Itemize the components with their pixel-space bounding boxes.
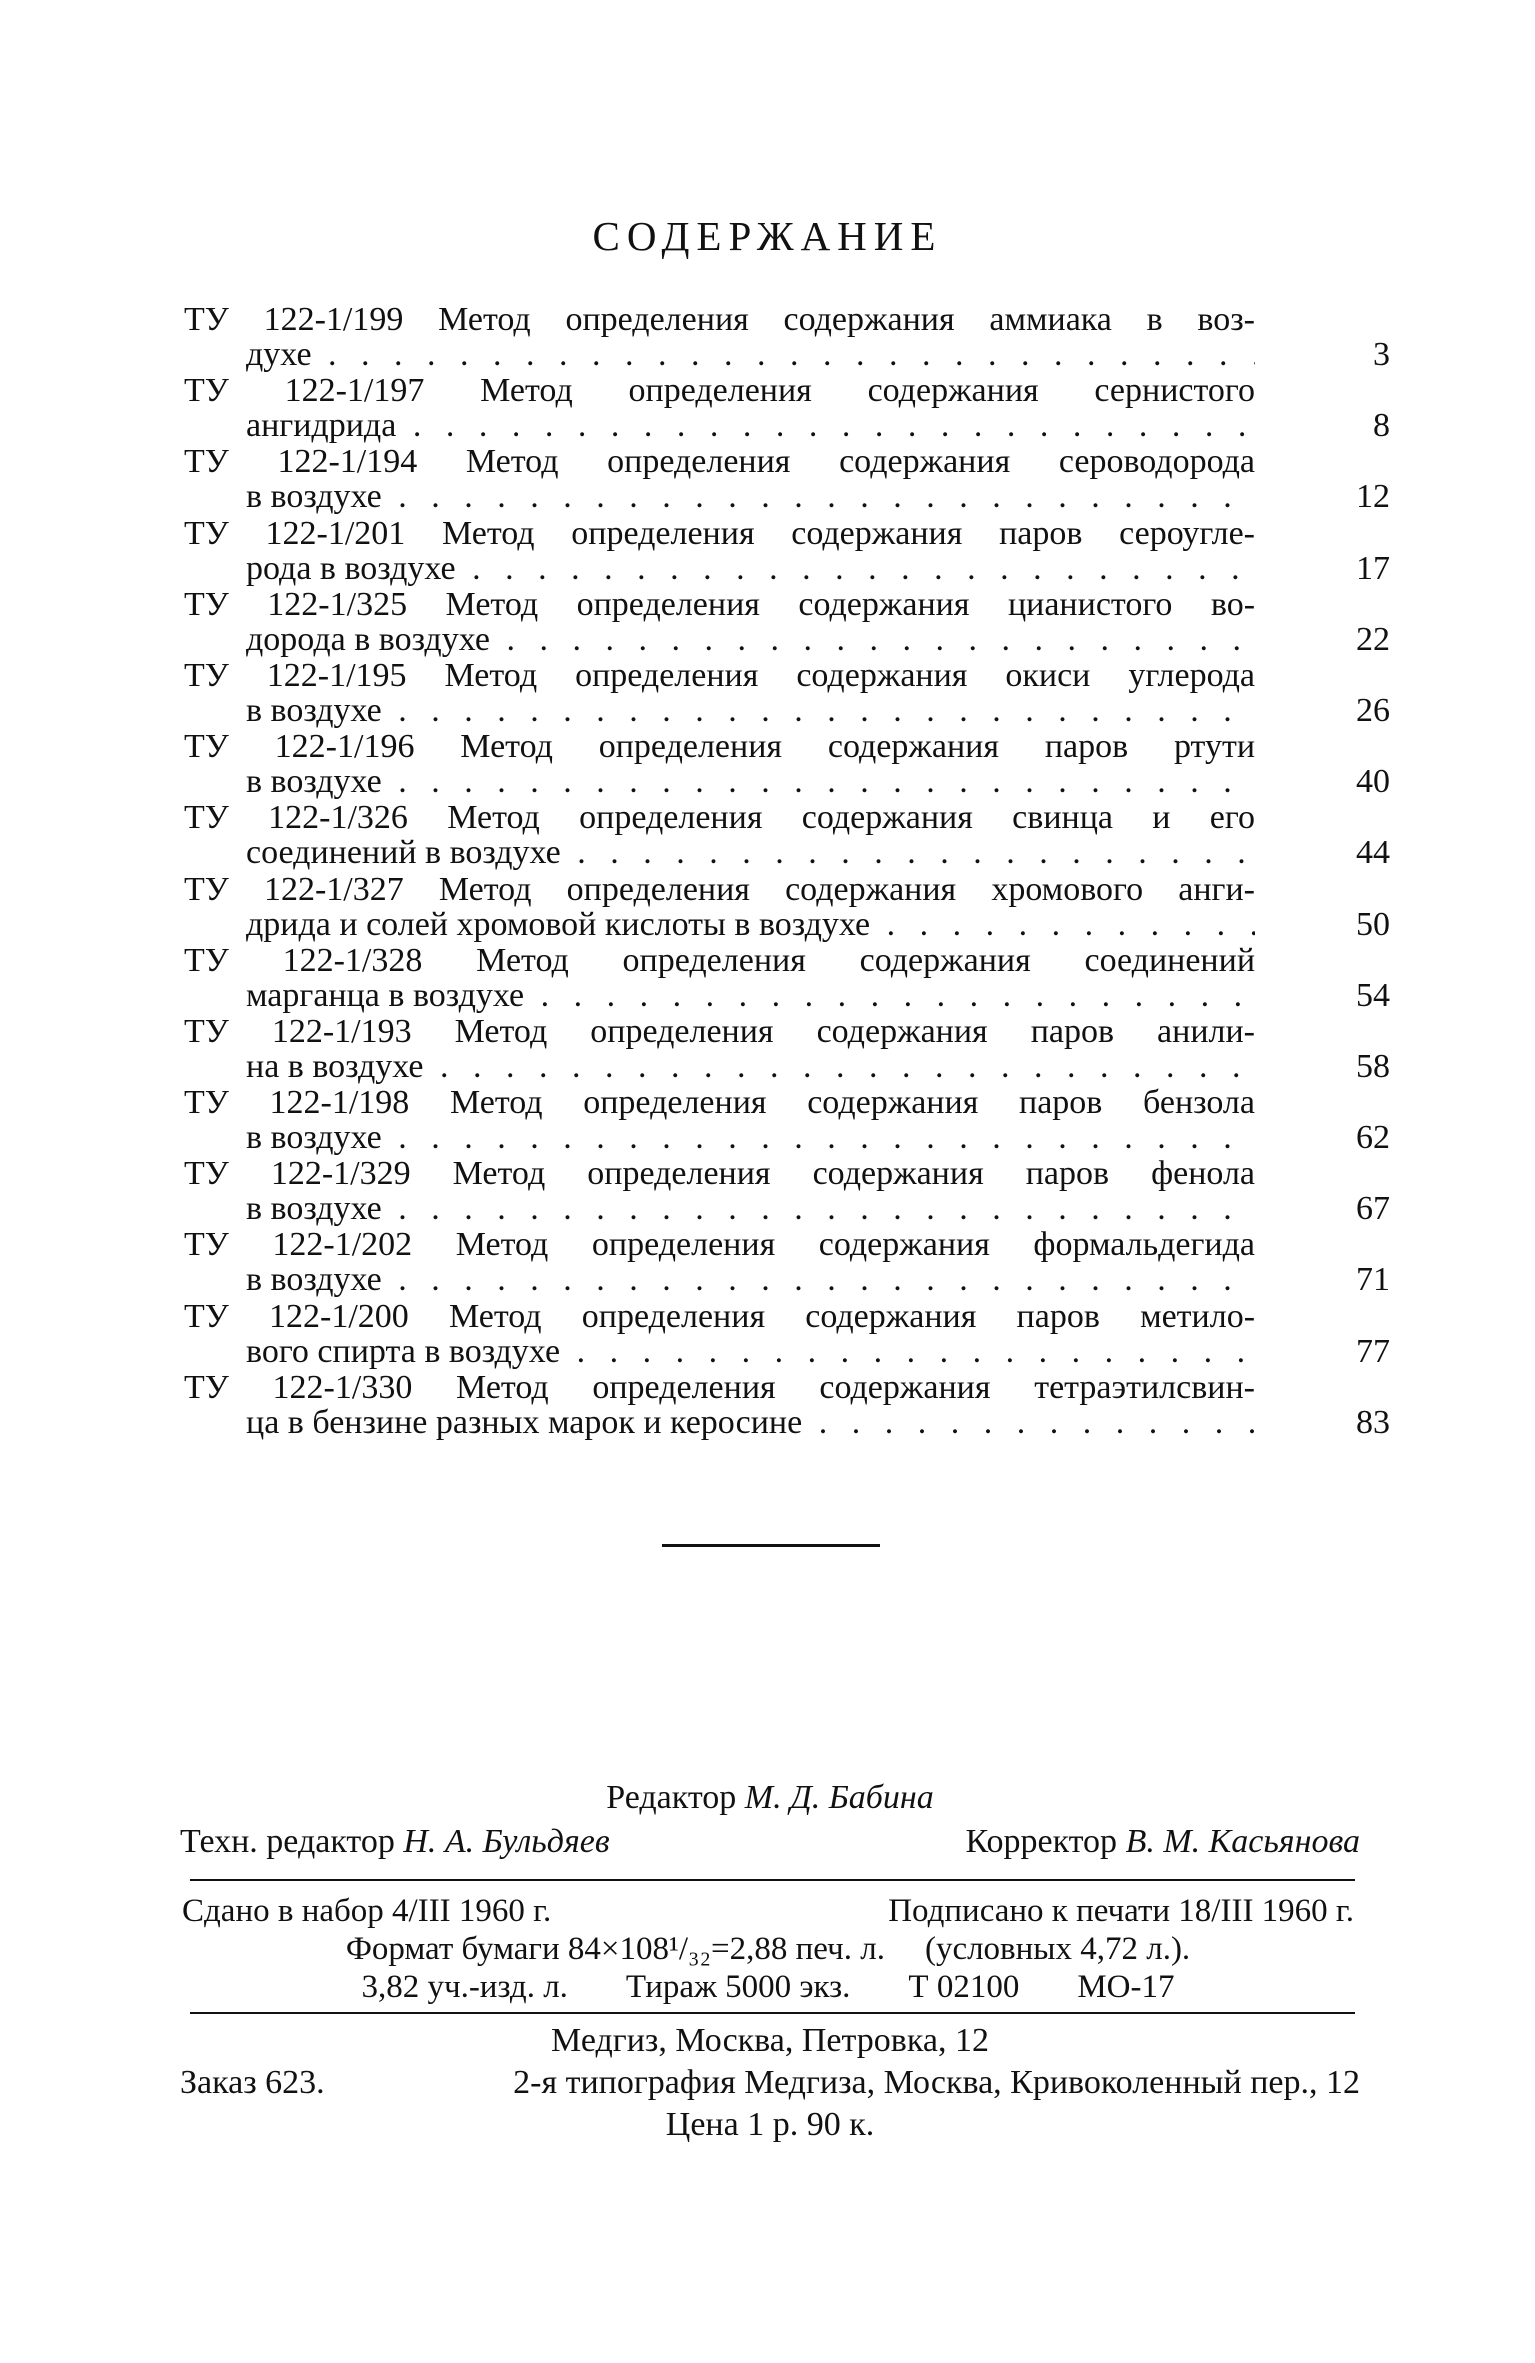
- toc-entry-page-number: 67: [1356, 1190, 1390, 1228]
- toc-entry-line2: в воздухе . . .: [246, 1191, 1255, 1226]
- separator-rule: [662, 1544, 880, 1547]
- editor-name: М. Д. Бабина: [744, 1779, 934, 1816]
- toc-entry-code: ТУ 122-1/194: [184, 443, 418, 481]
- toc-entry-code: ТУ 122-1/197: [184, 372, 425, 410]
- credits-block: [180, 1776, 1360, 1864]
- toc-entry-page-number: 17: [1356, 549, 1390, 587]
- toc-entry-line1: [180, 1085, 1255, 1120]
- toc-entry: [180, 1368, 1390, 1441]
- toc-entry-line1: [180, 729, 1255, 764]
- imprint-block: [182, 1892, 1354, 2006]
- toc-entry-page-number: 58: [1356, 1047, 1390, 1085]
- toc-entry: [180, 1012, 1390, 1085]
- toc-entry-code: ТУ 122-1/199: [184, 301, 404, 338]
- toc-entry-line2: ангидрида . . .: [246, 408, 1255, 443]
- toc-entry-code: ТУ 122-1/198: [184, 1084, 410, 1122]
- tech-corrector-row: [180, 1820, 1360, 1864]
- toc-entry-line2: дорода в воздухе . . .: [246, 622, 1255, 657]
- toc-entry-line2: вого спирта в воздухе . . .: [246, 1334, 1255, 1369]
- editor-row: [180, 1776, 1360, 1820]
- toc-entry-page-number: 71: [1356, 1261, 1390, 1299]
- toc-entry-line2: марганца в воздухе . . .: [246, 978, 1255, 1013]
- corrector: [966, 1820, 1361, 1864]
- toc-entry: [180, 585, 1390, 658]
- toc-entry-title: Метод определения содержания сероводорода: [465, 443, 1255, 481]
- submitted-date: Сдано в набор 4/III 1960 г.: [182, 1893, 552, 1929]
- toc-entry-page-number: 50: [1356, 905, 1390, 943]
- toc-entry-code: ТУ 122-1/330: [184, 1368, 413, 1406]
- toc-entry-title: Метод определения содержания цианистого во-: [445, 585, 1256, 623]
- toc-entry: [180, 728, 1390, 801]
- toc-entry-page-number: 83: [1356, 1403, 1390, 1441]
- page-title: СОДЕРЖАНИЕ: [592, 213, 943, 259]
- toc-entry-title: Метод определения содержания хромового анги-: [438, 870, 1255, 908]
- imprint-row-format: [182, 1930, 1354, 1968]
- toc-entry-title: Метод определения содержания формальдегида: [455, 1226, 1256, 1264]
- toc-entry-line2: соединений в воздухе . . .: [246, 835, 1255, 870]
- toc-entry-title: Метод определения содержания сернистого: [480, 372, 1256, 410]
- publisher-address: Медгиз, Москва, Петровка, 12: [551, 2022, 989, 2059]
- toc-entry-line2: рода в воздухе . . .: [246, 551, 1255, 586]
- toc-entry-line1: [180, 302, 1255, 337]
- toc-entry-line2: в воздухе . . .: [246, 1120, 1255, 1155]
- toc-entry-title: Метод определения содержания паров ртути: [460, 728, 1256, 766]
- toc-entry: [180, 301, 1390, 373]
- toc-entry-page-number: 62: [1356, 1119, 1390, 1157]
- toc-entry: [180, 941, 1390, 1014]
- conventional-sheets: (условных 4,72 л.).: [924, 1931, 1191, 1967]
- toc-entry-line1: [180, 872, 1255, 907]
- toc-entry-code: ТУ 122-1/325: [184, 585, 408, 623]
- toc-entry: [180, 1084, 1390, 1157]
- toc-entry-line1: [180, 516, 1255, 551]
- toc-entry: [180, 870, 1390, 943]
- toc-entry-line2: духе . . .: [246, 337, 1255, 372]
- toc-entry-title: Метод определения содержания тетраэтилсвин-: [456, 1368, 1255, 1406]
- tech-editor-name: Н. А. Бульдяев: [403, 1823, 610, 1860]
- order-number: Заказ 623.: [180, 2064, 325, 2101]
- paper-format: Формат бумаги 84×108¹/₃₂=2,88 печ. л.: [345, 1931, 885, 1967]
- toc-entry-line2: ца в бензине разных марок и керосине . . .: [246, 1405, 1255, 1440]
- toc-entry-page-number: 77: [1356, 1332, 1390, 1370]
- toc-entry-page-number: 54: [1356, 976, 1390, 1014]
- printing-house: 2-я типография Медгиза, Москва, Кривоколенный пер., 12: [513, 2064, 1360, 2101]
- toc-entry-code: ТУ 122-1/329: [184, 1155, 411, 1193]
- toc-entry-line1: [180, 1156, 1255, 1191]
- toc-entry-title: Метод определения содержания паров бензола: [449, 1084, 1255, 1122]
- toc-entry-line1: [180, 587, 1255, 622]
- toc-entry-title: Метод определения содержания аммиака в воз-: [438, 301, 1255, 338]
- toc-entry-line2: в воздухе . . .: [246, 479, 1255, 514]
- imprint-bottom-rule: [190, 2012, 1355, 2014]
- toc-entry-code: ТУ 122-1/201: [184, 514, 406, 552]
- signed-date: Подписано к печати 18/III 1960 г.: [888, 1893, 1354, 1929]
- toc-entry-page-number: 26: [1356, 691, 1390, 729]
- corrector-label: Корректор: [965, 1823, 1118, 1860]
- code-t: Т 02100: [908, 1969, 1020, 2005]
- editor-label: Редактор: [606, 1779, 737, 1816]
- corrector-name: В. М. Касьянова: [1125, 1823, 1360, 1860]
- toc-entry-line1: [180, 373, 1255, 408]
- toc-entry-page-number: 12: [1356, 478, 1390, 516]
- tech-editor-label: Техн. редактор: [180, 1823, 395, 1860]
- toc-entry-code: ТУ 122-1/193: [184, 1012, 412, 1050]
- toc-entry-title: Метод определения содержания паров метило-: [448, 1297, 1256, 1335]
- toc-entry: [180, 799, 1390, 872]
- toc-entry-page-number: 3: [1373, 336, 1390, 373]
- toc-entry-code: ТУ 122-1/195: [184, 656, 407, 694]
- toc-entry: [180, 1155, 1390, 1228]
- toc-entry: [180, 656, 1390, 729]
- toc-entry-page-number: 22: [1356, 620, 1390, 658]
- toc-entry-line1: [180, 800, 1255, 835]
- imprint-top-rule: [190, 1879, 1355, 1881]
- toc-entry-line1: [180, 658, 1255, 693]
- toc-entry-line2: в воздухе . . .: [246, 693, 1255, 728]
- printing-row: [180, 2062, 1360, 2104]
- toc-entry-line1: [180, 1370, 1255, 1405]
- toc-entry-line2: в воздухе . . .: [246, 764, 1255, 799]
- toc-entry-line1: [180, 1014, 1255, 1049]
- toc-entry-title: Метод определения содержания окиси углерода: [444, 656, 1256, 694]
- toc-entry-line2: на в воздухе . . .: [246, 1049, 1255, 1084]
- toc-entry: [180, 1297, 1390, 1370]
- toc-entry-code: ТУ 122-1/196: [184, 728, 415, 766]
- table-of-contents: [180, 301, 1390, 1441]
- toc-entry-page-number: 8: [1373, 407, 1390, 445]
- publisher-sheets: 3,82 уч.-изд. л.: [361, 1969, 568, 2005]
- toc-entry-line1: [180, 444, 1255, 479]
- toc-entry-line1: [180, 1227, 1255, 1262]
- code-mo: МО-17: [1077, 1969, 1175, 2005]
- toc-entry-code: ТУ 122-1/328: [184, 941, 423, 979]
- toc-entry: [180, 1226, 1390, 1299]
- toc-entry-title: Метод определения содержания свинца и его: [447, 799, 1255, 837]
- toc-entry-title: Метод определения содержания паров анили-: [454, 1012, 1256, 1050]
- print-run: Тираж 5000 экз.: [625, 1969, 851, 2005]
- toc-entry-code: ТУ 122-1/200: [184, 1297, 409, 1335]
- toc-entry-title: Метод определения содержания соединений: [476, 941, 1256, 979]
- toc-entry-page-number: 44: [1356, 834, 1390, 872]
- tech-editor: [180, 1820, 610, 1864]
- toc-entry-line1: [180, 943, 1255, 978]
- toc-entry: [180, 372, 1390, 445]
- toc-entry-title: Метод определения содержания паров сероугле-: [441, 514, 1255, 552]
- toc-entry-line2: в воздухе . . .: [246, 1262, 1255, 1297]
- publisher-block: [180, 2020, 1360, 2146]
- toc-entry-line2: дрида и солей хромовой кислоты в воздухе . . .: [246, 907, 1255, 942]
- toc-entry-code: ТУ 122-1/327: [184, 870, 404, 908]
- imprint-row-run: [182, 1968, 1354, 2006]
- toc-entry-title: Метод определения содержания паров фенола: [452, 1155, 1255, 1193]
- toc-entry-line1: [180, 1299, 1255, 1334]
- toc-entry-code: ТУ 122-1/202: [184, 1226, 413, 1264]
- imprint-row-dates: [182, 1892, 1354, 1930]
- toc-entry: [180, 443, 1390, 516]
- toc-entry-page-number: 40: [1356, 763, 1390, 801]
- toc-entry-code: ТУ 122-1/326: [184, 799, 408, 837]
- price: Цена 1 р. 90 к.: [665, 2106, 875, 2143]
- toc-entry: [180, 514, 1390, 587]
